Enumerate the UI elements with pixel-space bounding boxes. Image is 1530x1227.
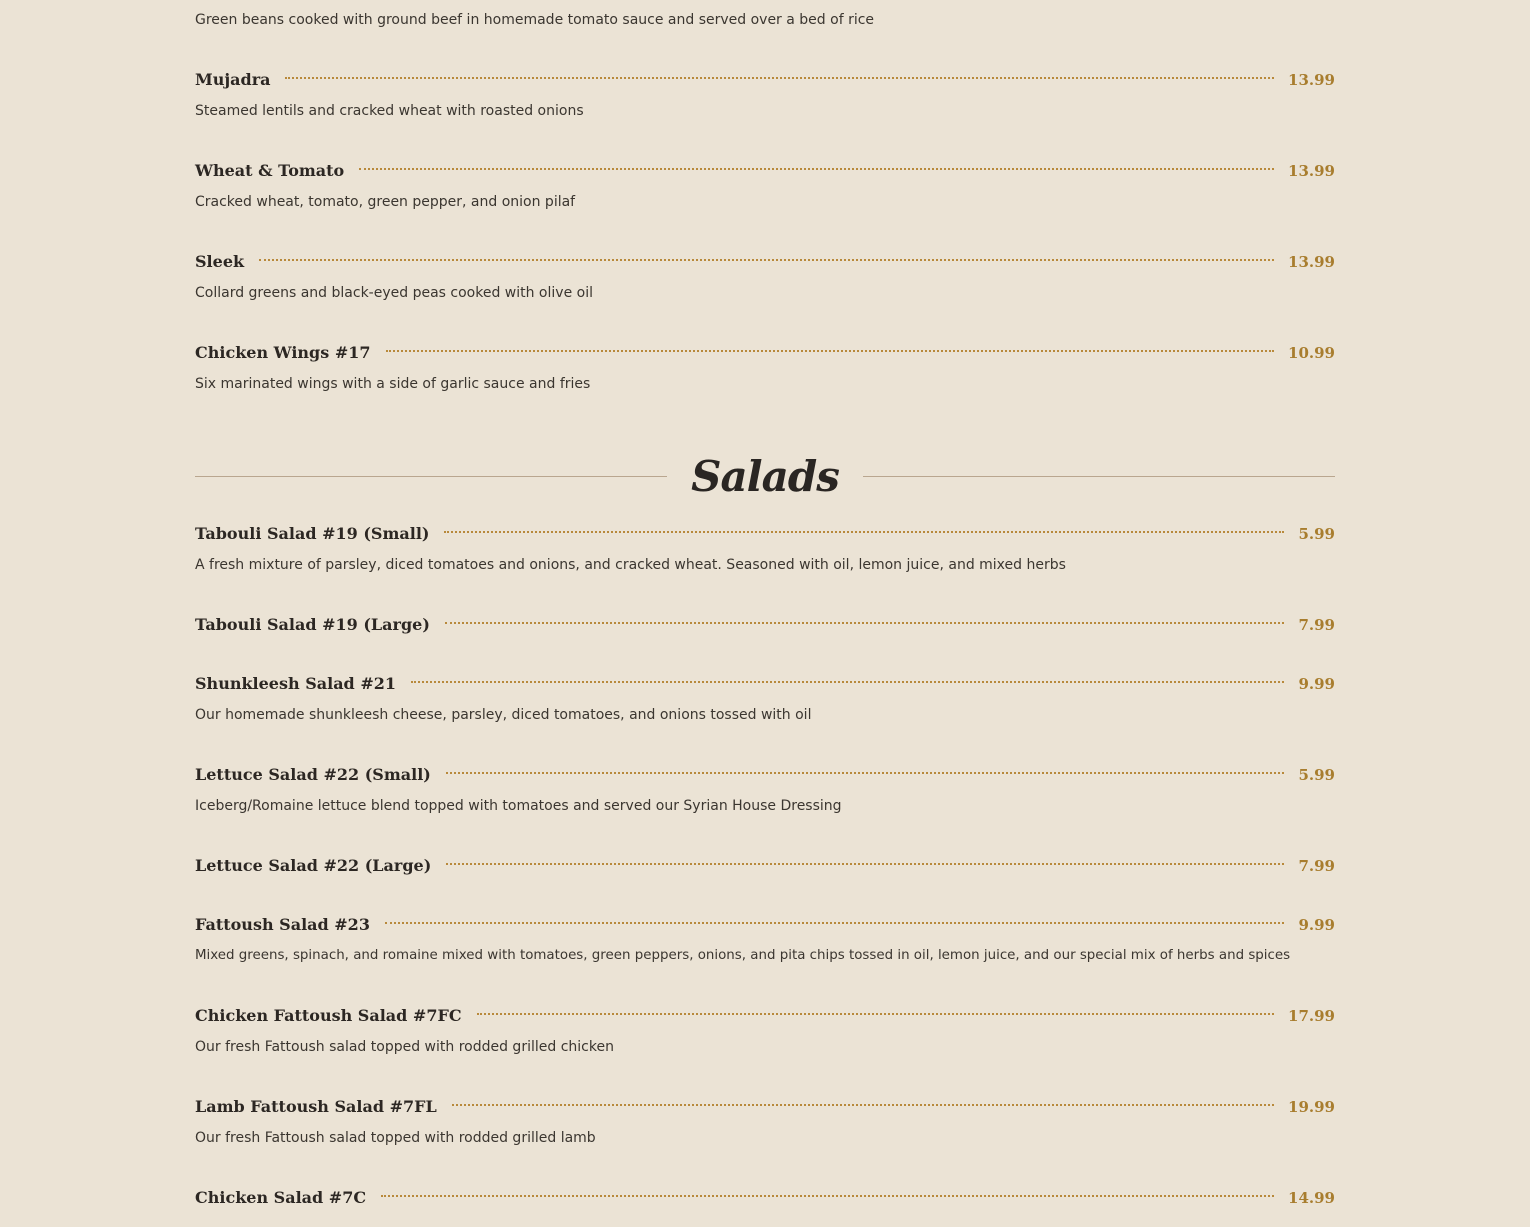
leader-dots — [446, 863, 1284, 865]
item-description: Our fresh Fattoush salad topped with rodded grilled lamb — [195, 1130, 596, 1146]
leader-dots — [285, 77, 1274, 79]
section-heading-salads — [195, 446, 1335, 506]
item-price: 13.99 — [1288, 253, 1335, 271]
item-name: Sleek — [195, 252, 245, 271]
leader-dots — [259, 259, 1274, 261]
item-description: Green beans cooked with ground beef in homemade tomato sauce and served over a bed of rice — [195, 12, 875, 28]
menu-item — [195, 758, 1335, 816]
menu-item — [195, 63, 1335, 121]
item-price: 13.99 — [1288, 71, 1335, 89]
item-name: Lamb Fattoush Salad #7FL — [195, 1097, 437, 1116]
item-name: Chicken Fattoush Salad #7FC — [195, 1006, 462, 1025]
item-price: 9.99 — [1298, 916, 1335, 934]
item-name: Wheat & Tomato — [195, 161, 345, 180]
item-price: 13.99 — [1288, 162, 1335, 180]
item-description: A fresh mixture of parsley, diced tomatoes and onions, and cracked wheat. Seasoned with oil, lemon juice, and mixed herbs — [195, 557, 1066, 573]
menu-item — [195, 245, 1335, 303]
leader-dots — [452, 1104, 1274, 1106]
item-price: 7.99 — [1298, 616, 1335, 634]
section-title: Salads — [691, 451, 839, 501]
menu-item — [195, 154, 1335, 212]
item-description: Six marinated wings with a side of garlic sauce and fries — [195, 376, 591, 392]
item-description: Our fresh Fattoush salad topped with rodded grilled chicken — [195, 1039, 614, 1055]
menu-item — [195, 908, 1335, 966]
leader-dots — [381, 1195, 1274, 1197]
item-price: 7.99 — [1298, 857, 1335, 875]
heading-rule-right — [863, 476, 1335, 477]
item-description: Mixed greens, spinach, and romaine mixed with tomatoes, green peppers, onions, and pita chips tossed in oil, lemon juice, and our special mix of herbs and spices — [195, 948, 1291, 963]
item-name: Shunkleesh Salad #21 — [195, 674, 396, 693]
menu-item — [195, 608, 1335, 642]
item-price: 9.99 — [1298, 675, 1335, 693]
item-price: 5.99 — [1298, 766, 1335, 784]
item-name: Tabouli Salad #19 (Large) — [195, 615, 430, 634]
item-name: Lettuce Salad #22 (Small) — [195, 765, 431, 784]
menu-item — [195, 667, 1335, 725]
item-name: Mujadra — [195, 70, 271, 89]
leader-dots — [359, 168, 1274, 170]
leader-dots — [411, 681, 1284, 683]
item-description: Cracked wheat, tomato, green pepper, and onion pilaf — [195, 194, 576, 210]
menu-item — [195, 517, 1335, 575]
leader-dots — [445, 622, 1285, 624]
item-name: Lettuce Salad #22 (Large) — [195, 856, 432, 875]
leader-dots — [477, 1013, 1274, 1015]
item-description: Iceberg/Romaine lettuce blend topped with tomatoes and served our Syrian House Dressing — [195, 798, 842, 814]
item-name: Chicken Salad #7C — [195, 1188, 367, 1207]
heading-rule-left — [195, 476, 667, 477]
item-price: 19.99 — [1288, 1098, 1335, 1116]
item-price: 10.99 — [1288, 344, 1335, 362]
leader-dots — [386, 350, 1275, 352]
item-price: 14.99 — [1288, 1189, 1335, 1207]
menu-item — [195, 999, 1335, 1057]
menu-item — [195, 849, 1335, 883]
item-price: 17.99 — [1288, 1007, 1335, 1025]
item-name: Fattoush Salad #23 — [195, 915, 370, 934]
item-name: Tabouli Salad #19 (Small) — [195, 524, 430, 543]
item-name: Chicken Wings #17 — [195, 343, 371, 362]
item-description: Steamed lentils and cracked wheat with roasted onions — [195, 103, 584, 119]
leader-dots — [446, 772, 1285, 774]
leader-dots — [444, 531, 1284, 533]
leader-dots — [385, 922, 1285, 924]
menu-item — [195, 1090, 1335, 1148]
menu-item — [195, 336, 1335, 394]
item-description: Our homemade shunkleesh cheese, parsley, diced tomatoes, and onions tossed with oil — [195, 707, 812, 723]
menu-item — [195, 10, 1335, 30]
menu-item — [195, 1181, 1335, 1215]
item-description: Collard greens and black-eyed peas cooked with olive oil — [195, 285, 593, 301]
item-price: 5.99 — [1298, 525, 1335, 543]
